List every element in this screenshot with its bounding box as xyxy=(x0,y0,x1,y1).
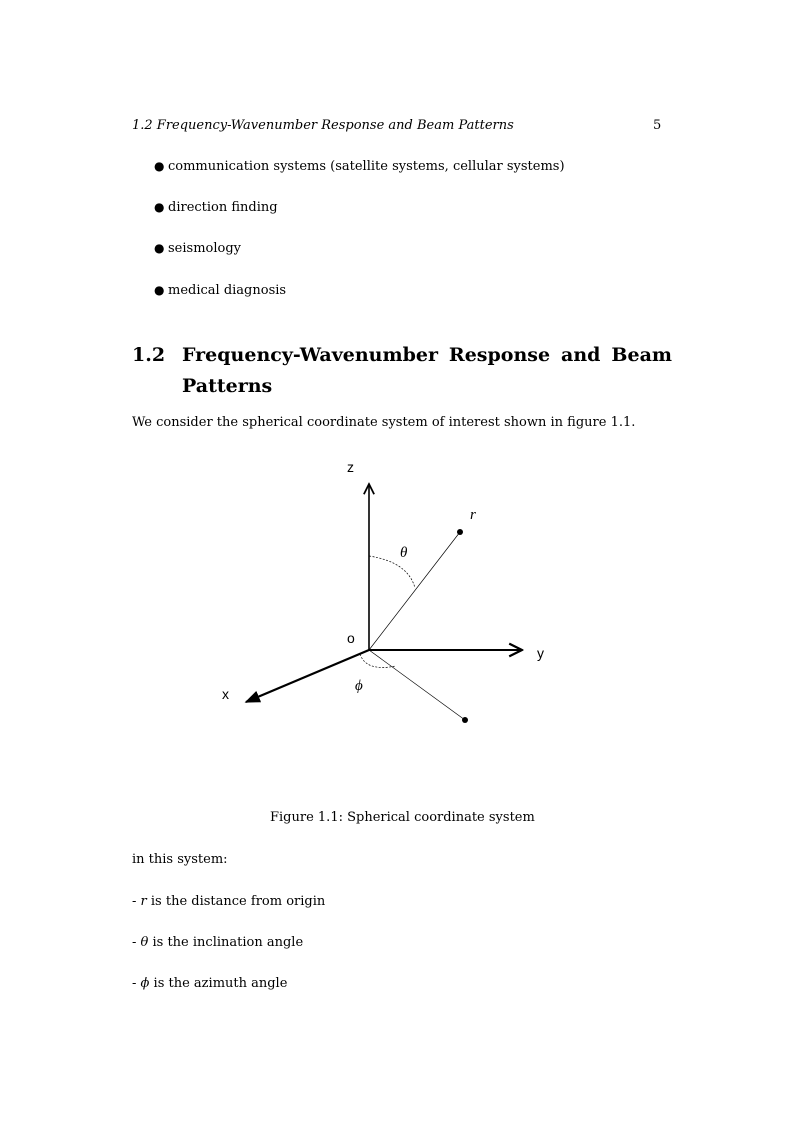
running-header: 1.2 Frequency-Wavenumber Response and Beam Patterns xyxy=(132,118,514,133)
z-axis-label: z xyxy=(347,459,354,475)
origin-label: o xyxy=(347,630,355,646)
figure-caption: Figure 1.1: Spherical coordinate system xyxy=(270,810,535,825)
bullet-icon: ● xyxy=(154,200,165,214)
section-heading xyxy=(132,340,672,402)
definition-item: - θ is the inclination angle xyxy=(132,935,304,950)
definition-symbol: θ xyxy=(140,935,149,950)
x-axis xyxy=(246,650,369,702)
intro-paragraph: We consider the spherical coordinate system of interest shown in figure 1.1. xyxy=(132,415,636,430)
section-title: Frequency-Wavenumber Response and Beam Patterns xyxy=(182,344,672,397)
list-item-text: medical diagnosis xyxy=(168,283,287,298)
theta-arc xyxy=(369,556,415,588)
definition-item: - r is the distance from origin xyxy=(132,894,326,909)
bullet-icon: ● xyxy=(154,283,165,297)
definition-symbol: ϕ xyxy=(140,976,150,991)
bullet-icon: ● xyxy=(154,159,165,173)
definition-text: is the inclination angle xyxy=(152,935,304,950)
point-r xyxy=(457,529,463,535)
list-item-text: seismology xyxy=(168,241,241,256)
definition-text: is the distance from origin xyxy=(150,894,326,909)
section-number: 1.2 xyxy=(132,344,166,366)
definition-symbol: r xyxy=(140,894,147,909)
spherical-coordinate-figure xyxy=(200,450,580,750)
projection-line xyxy=(369,650,465,720)
list-item-text: direction finding xyxy=(168,200,278,215)
bullet-icon: ● xyxy=(154,241,165,255)
list-item xyxy=(154,283,286,298)
r-label: r xyxy=(470,507,476,523)
r-vector xyxy=(369,532,460,650)
list-item xyxy=(154,241,241,256)
system-intro: in this system: xyxy=(132,852,228,867)
phi-label: ϕ xyxy=(355,678,363,694)
list-item-text: communication systems (satellite systems, cellular systems) xyxy=(168,159,565,174)
list-item xyxy=(154,200,278,215)
x-axis-label: x xyxy=(222,686,229,702)
projection-point xyxy=(462,717,468,723)
page-number: 5 xyxy=(653,118,662,133)
theta-label: θ xyxy=(400,545,408,561)
list-item xyxy=(154,159,565,174)
definition-text: is the azimuth angle xyxy=(153,976,288,991)
definition-item: - ϕ is the azimuth angle xyxy=(132,976,288,991)
y-axis-label: y xyxy=(537,645,544,661)
